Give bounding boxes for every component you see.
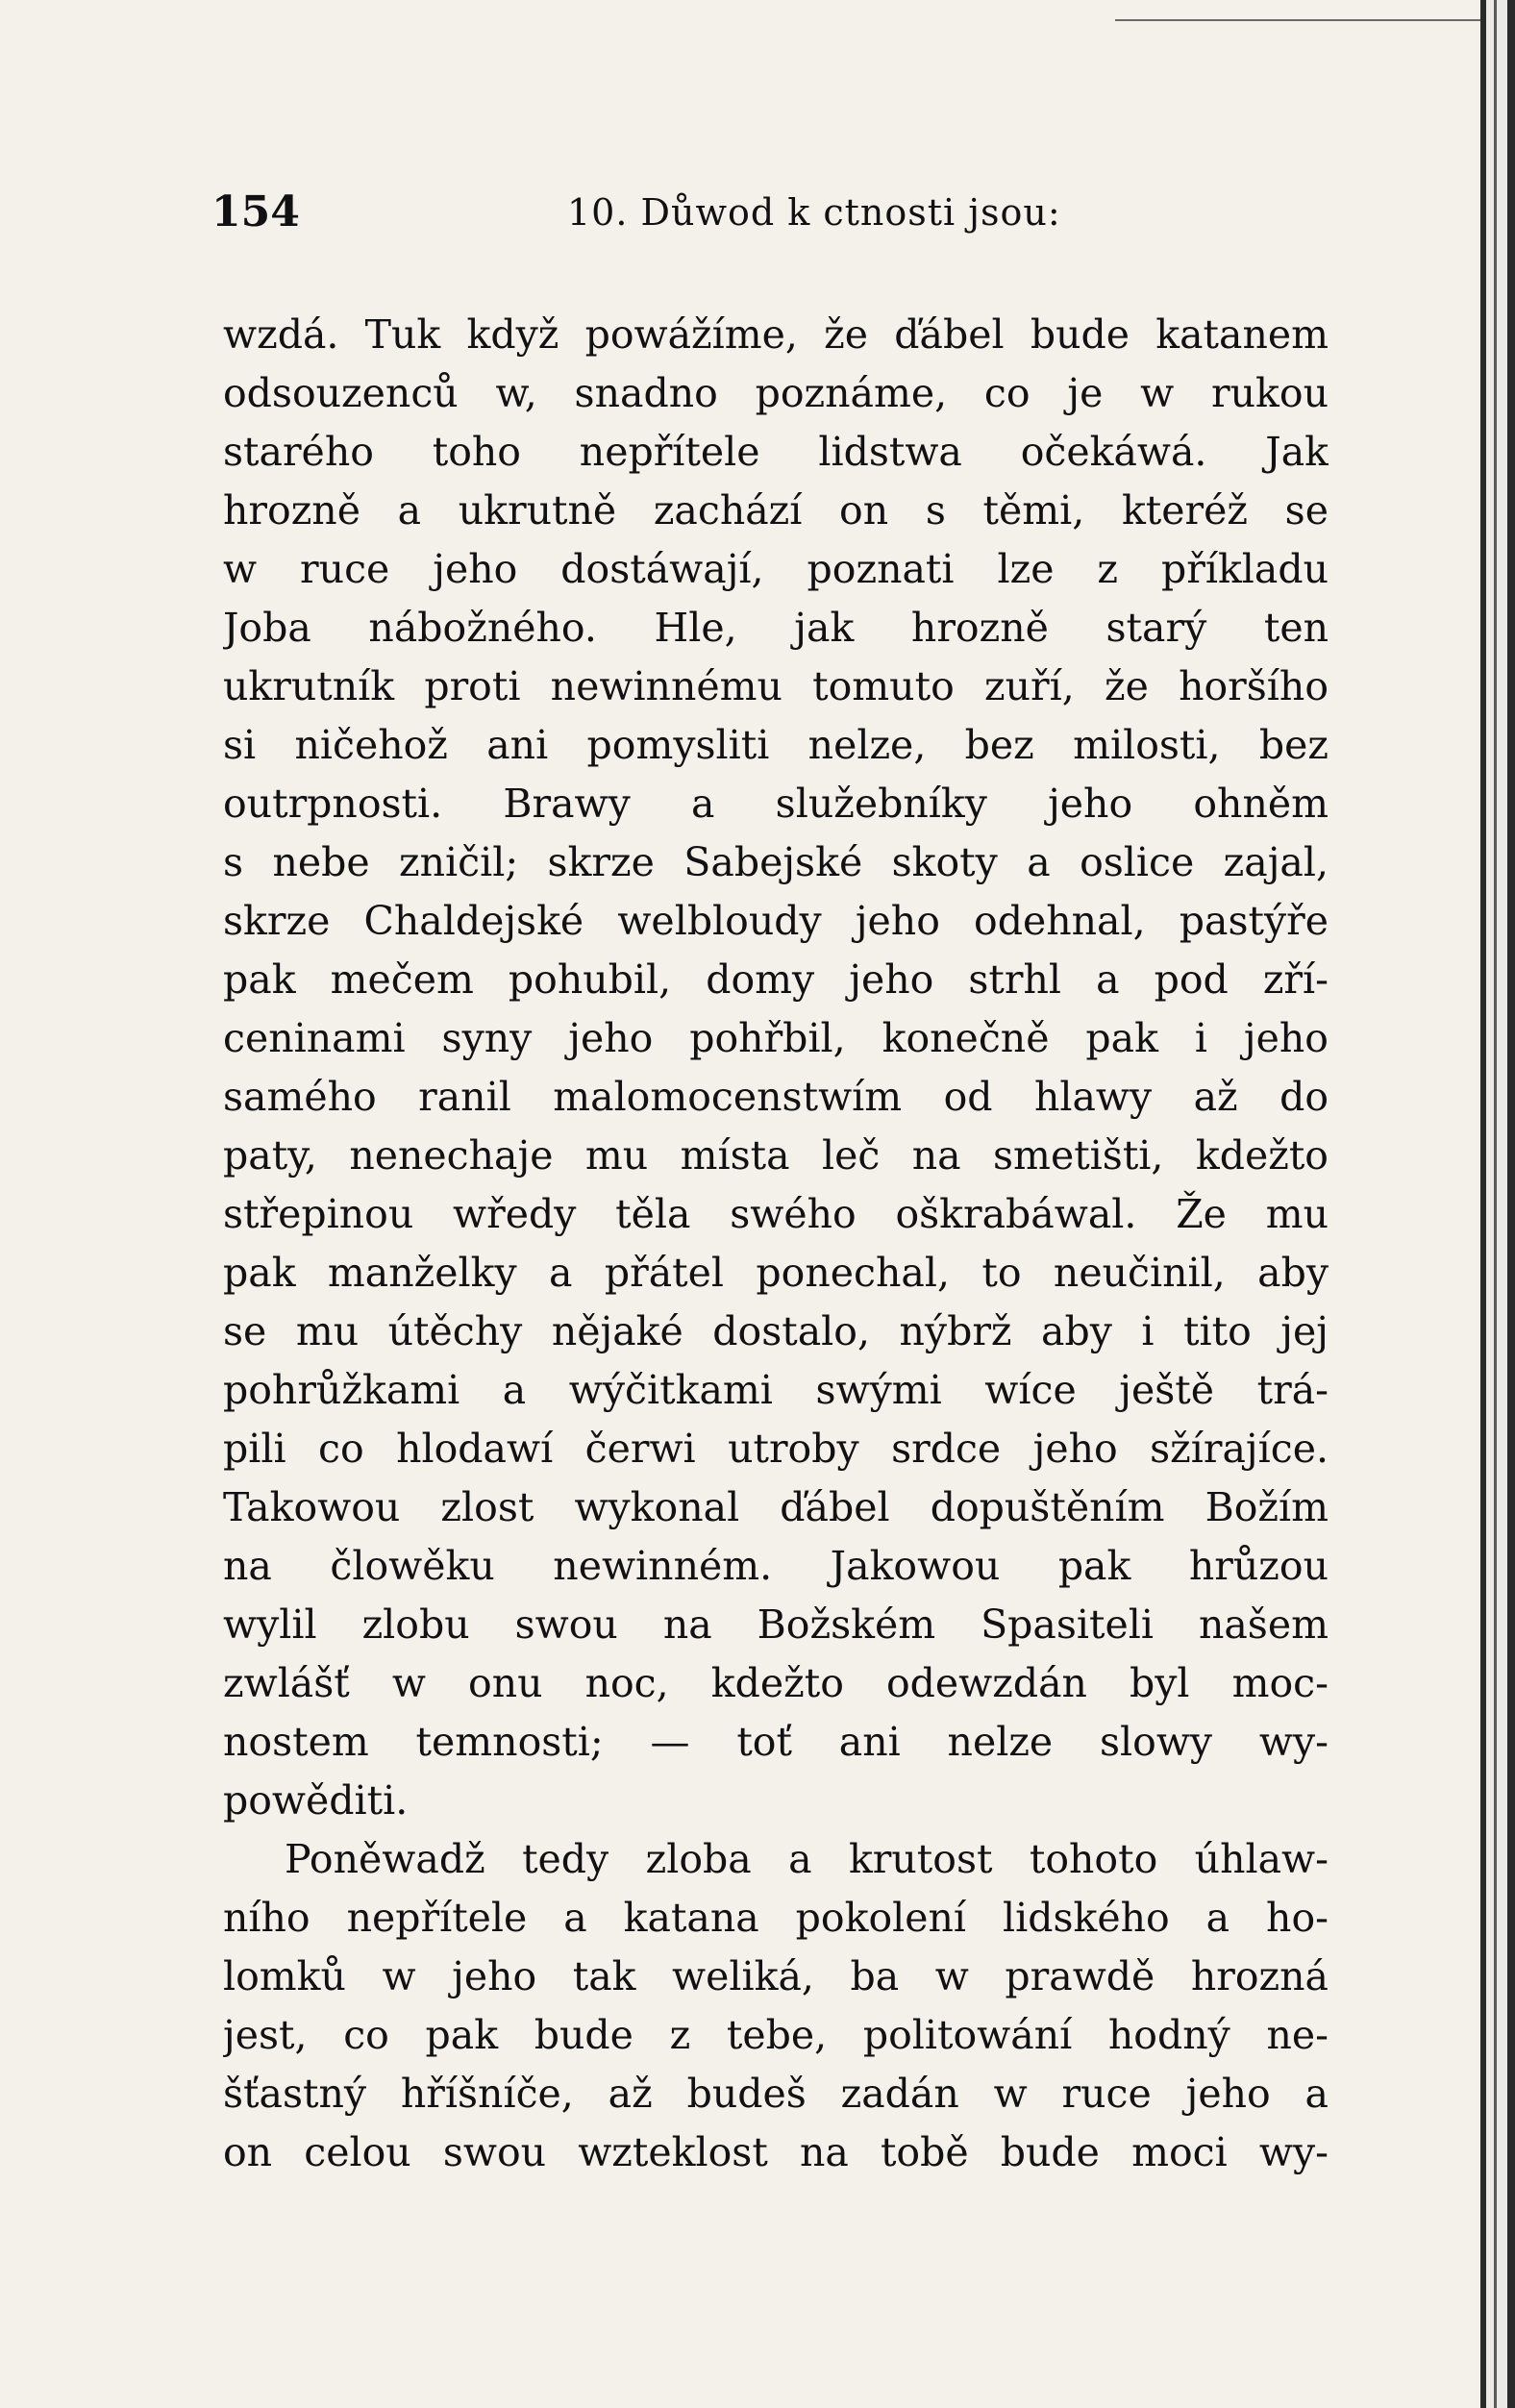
scan-edge <box>1480 0 1515 2408</box>
text-line: Takowou zlost wykonal ďábel dopuštěním Božím <box>223 1484 1329 1530</box>
text-line: Joba nábožného. Hle, jak hrozně starý ten <box>223 605 1329 651</box>
text-line: lomků w jeho tak weliká, ba w prawdě hrozná <box>223 1953 1329 1999</box>
text-line: pili co hlodawí čerwi utroby srdce jeho sžírajíce. <box>223 1426 1329 1472</box>
text-line: střepinou wředy těla swého oškrabáwal. Že mu <box>223 1191 1329 1237</box>
text-line: pohrůžkami a wýčitkami swými wíce ještě trá- <box>223 1367 1329 1413</box>
page-number: 154 <box>211 187 300 236</box>
text-line: samého ranil malomocenstwím od hlawy až do <box>223 1074 1329 1120</box>
text-line: w ruce jeho dostáwají, poznati lze z příkladu <box>223 546 1329 592</box>
text-line: wylil zlobu swou na Božském Spasiteli našem <box>223 1601 1329 1648</box>
text-line: šťastný hříšníče, až budeš zadán w ruce jeho a <box>223 2071 1329 2117</box>
text-line: ukrutník proti newinnému tomuto zuří, že horšího <box>223 663 1329 709</box>
text-line: on celou swou wzteklost na tobě bude moci wy- <box>223 2129 1329 2175</box>
text-line: zwlášť w onu noc, kdežto odewzdán byl moc- <box>223 1660 1329 1706</box>
text-line: powěditi. <box>223 1777 409 1824</box>
text-line: skrze Chaldejské welbloudy jeho odehnal, pastýře <box>223 898 1329 944</box>
text-line: pak mečem pohubil, domy jeho strhl a pod zří- <box>223 956 1329 1003</box>
text-line: outrpnosti. Brawy a služebníky jeho ohněm <box>223 781 1329 827</box>
text-line: wzdá. Tuk když powážíme, že ďábel bude katanem <box>223 311 1329 358</box>
text-line: ceninami syny jeho pohřbil, konečně pak i jeho <box>223 1015 1329 1061</box>
page-header <box>211 187 1365 245</box>
scan-edge-strip <box>1486 0 1507 2408</box>
text-line: s nebe zničil; skrze Sabejské skoty a oslice zajal, <box>223 839 1329 885</box>
text-line: starého toho nepřítele lidstwa očekáwá. Jak <box>223 429 1329 475</box>
text-line: odsouzenců w, snadno poznáme, co je w rukou <box>223 370 1329 416</box>
text-line: paty, nenechaje mu místa leč na smetišti, kdežto <box>223 1132 1329 1179</box>
text-line: na člowěku newinném. Jakowou pak hrůzou <box>223 1543 1329 1589</box>
text-line: pak manželky a přátel ponechal, to neučinil, aby <box>223 1250 1329 1296</box>
text-line: hrozně a ukrutně zachází on s těmi, kteréž se <box>223 487 1329 534</box>
page-edge-rule <box>1115 19 1480 21</box>
text-line: nostem temnosti; — toť ani nelze slowy wy- <box>223 1719 1329 1765</box>
text-line: ního nepřítele a katana pokolení lidského a ho- <box>223 1895 1329 1941</box>
text-line: jest, co pak bude z tebe, politowání hodný ne- <box>223 2012 1329 2058</box>
scan-edge-line <box>1494 0 1497 2408</box>
body-text <box>223 306 1329 2182</box>
text-line: Poněwadž tedy zloba a krutost tohoto úhlaw- <box>285 1836 1329 1882</box>
running-head: 10. Důwod k ctnosti jsou: <box>567 191 1061 234</box>
text-line: si ničehož ani pomysliti nelze, bez milosti, bez <box>223 722 1329 768</box>
text-line: se mu útěchy nějaké dostalo, nýbrž aby i tito jej <box>223 1308 1329 1354</box>
